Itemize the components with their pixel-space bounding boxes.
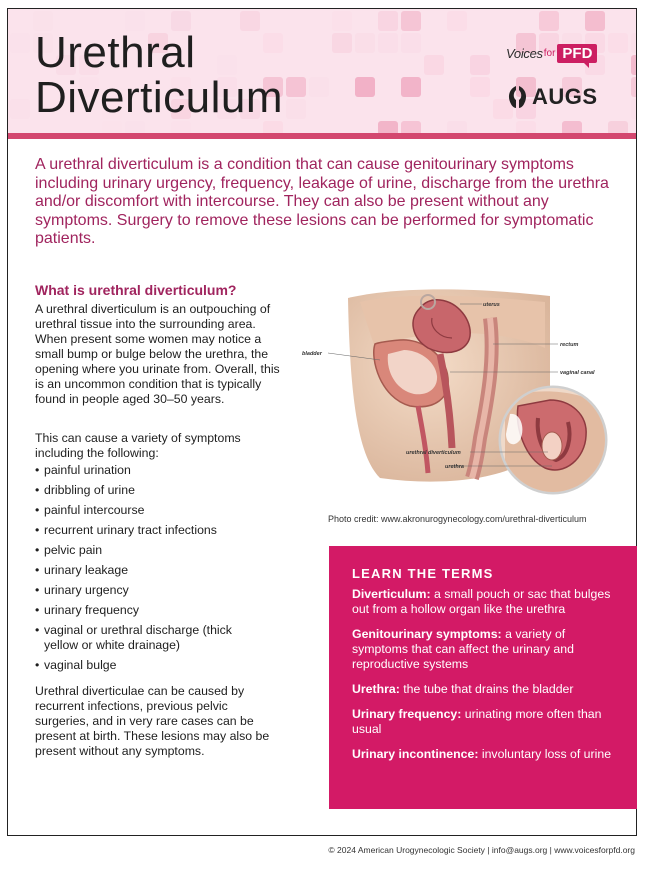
symptom-item: • recurrent urinary tract infections — [35, 523, 295, 538]
term-item — [352, 587, 623, 617]
header-pattern-tile — [10, 99, 30, 119]
symptom-item: • urinary urgency — [35, 583, 295, 598]
header-pattern-tile — [585, 11, 605, 31]
title-line-2: Diverticulum — [35, 73, 284, 122]
term-item — [352, 707, 623, 737]
header-pattern-tile — [631, 77, 636, 97]
header-pattern-tile — [332, 11, 352, 31]
term-item — [352, 627, 623, 672]
symptoms-intro: This can cause a variety of symptoms including the following: — [35, 431, 241, 460]
voices-for-pfd-logo — [506, 40, 597, 66]
label-vaginal-canal: vaginal canal — [560, 370, 595, 376]
header-pattern-tile — [424, 55, 444, 75]
label-bladder: bladder — [302, 351, 322, 357]
page-title — [35, 30, 283, 120]
logo-for-text: for — [543, 47, 556, 59]
header-pattern-tile — [470, 55, 490, 75]
header-pattern-tile — [355, 77, 375, 97]
logo-voices-text: Voices — [506, 45, 543, 61]
symptom-item: • urinary frequency — [35, 603, 295, 618]
augs-logo — [507, 84, 598, 110]
symptom-item: • vaginal bulge — [35, 658, 295, 673]
header-pattern-tile — [447, 11, 467, 31]
title-line-1: Urethral — [35, 28, 196, 77]
header-pattern-tile — [378, 11, 398, 31]
header-pattern-tile — [631, 55, 636, 75]
pelvic-anatomy-illustration — [300, 288, 630, 500]
term-definition: a variety of symptoms that can affect the urinary and reproductive systems — [352, 627, 574, 671]
term-definition: the tube that drains the bladder — [403, 682, 574, 696]
term-definition: involuntary loss of urine — [481, 747, 612, 761]
symptom-list — [35, 463, 295, 678]
header-divider — [8, 133, 636, 139]
definition-paragraph: A urethral diverticulum is an outpouching of urethral tissue into the surrounding area. When present some women may notice a small bump or bulge below the urethra, the opening where you urinate from. Overall, this is an uncommon condition that is typically found in people aged 30–50 years. — [35, 302, 280, 406]
header-pattern-tile — [10, 33, 30, 53]
photo-credit: Photo credit: www.akronurogynecology.com/urethral-diverticulum — [328, 514, 587, 524]
term-name: Diverticulum: — [352, 587, 431, 601]
header-pattern-tile — [309, 77, 329, 97]
symptom-item: • painful urination — [35, 463, 295, 478]
term-item — [352, 747, 623, 762]
symptom-item: • dribbling of urine — [35, 483, 295, 498]
header-pattern-tile — [539, 11, 559, 31]
term-name: Urinary frequency: — [352, 707, 462, 721]
header-pattern-tile — [286, 77, 306, 97]
label-urethra: urethra — [445, 464, 464, 470]
causes-paragraph: Urethral diverticulae can be caused by recurrent infections, previous pelvic surgeries, and in very rare cases can be present at birth. These lesions may also be present without any symptoms. — [35, 684, 270, 758]
symptom-item: • pelvic pain — [35, 543, 295, 558]
label-rectum: rectum — [560, 342, 579, 348]
symptom-item: • painful intercourse — [35, 503, 295, 518]
term-name: Genitourinary symptoms: — [352, 627, 502, 641]
learn-the-terms-box — [329, 546, 637, 809]
augs-mark-icon — [507, 85, 529, 109]
term-item — [352, 682, 623, 697]
header-pattern-tile — [401, 33, 421, 53]
header-pattern-tile — [631, 33, 636, 53]
header-pattern-tile — [378, 33, 398, 53]
header-pattern-tile — [608, 33, 628, 53]
intro-paragraph: A urethral diverticulum is a condition that can cause genitourinary symptoms including urinary urgency, frequency, leakage of urine, discharge from the urethra and/or discomfort with intercourse. They can also be present without any symptoms. Surgery to remove these lesions can be performed for symptomatic patients. — [35, 156, 609, 247]
header-pattern-tile — [332, 33, 352, 53]
header-pattern-tile — [631, 99, 636, 119]
header-pattern-tile — [286, 99, 306, 119]
header-pattern-tile — [240, 11, 260, 31]
augs-logo-text: AUGS — [532, 84, 598, 109]
symptom-item: • vaginal or urethral discharge (thick yellow or white drainage) — [35, 623, 244, 653]
label-urethral-diverticulum: urethral diverticulum — [406, 450, 461, 456]
term-definition: a small pouch or sac that bulges out from a hollow organ like the urethra — [352, 587, 611, 616]
terms-heading: LEARN THE TERMS — [352, 566, 494, 581]
footer-text: © 2024 American Urogynecologic Society | info@augs.org | www.voicesforpfd.org — [328, 845, 635, 855]
label-uterus: uterus — [483, 302, 500, 308]
logo-pfd-text: PFD — [557, 44, 597, 63]
header-pattern-tile — [401, 77, 421, 97]
header-pattern-tile — [401, 11, 421, 31]
term-definition: urinating more often than usual — [352, 707, 602, 736]
header-pattern-tile — [470, 77, 490, 97]
header-pattern-tile — [355, 33, 375, 53]
section-heading: What is urethral diverticulum? — [35, 282, 237, 298]
term-name: Urinary incontinence: — [352, 747, 479, 761]
term-name: Urethra: — [352, 682, 400, 696]
symptom-item: • urinary leakage — [35, 563, 295, 578]
